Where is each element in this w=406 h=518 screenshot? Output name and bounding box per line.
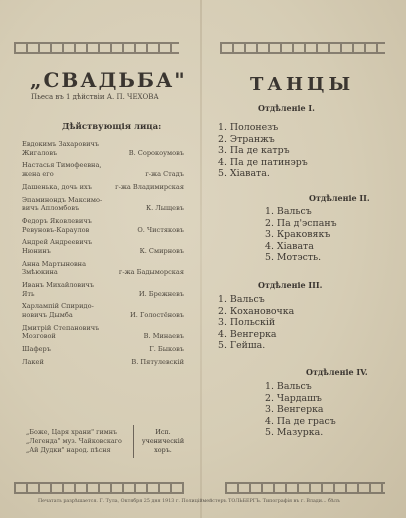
- dance-list-4: [265, 381, 336, 439]
- character-name: Настасья Тимофеевна,: [22, 161, 102, 170]
- actor-name: В. Пятулевскій: [131, 357, 184, 366]
- dance-item: 4. Па де грасъ: [265, 415, 336, 427]
- dance-item: 2. Кохановочка: [218, 305, 295, 317]
- character-name: Дмитрій Степановичъ: [22, 323, 100, 332]
- play-subtitle: Пьеса въ 1 дѣйствіи А. П. ЧЕХОВА: [31, 93, 159, 101]
- character-name-cont: Змѣюкина: [22, 268, 58, 277]
- cast-heading: Дѣйствующія лица:: [62, 122, 162, 132]
- cast-row: [22, 324, 192, 341]
- greek-key-border-top-left: [14, 42, 179, 54]
- dance-list-2: [265, 206, 337, 264]
- cast-row: [22, 183, 192, 192]
- cast-row: [22, 281, 192, 298]
- actor-name: О. Чистяковъ: [137, 225, 184, 234]
- actor-name: г-жа Владимирская: [115, 182, 184, 191]
- dance-item: 3. Польскій: [218, 317, 276, 329]
- actor-name: К. Смирновъ: [139, 246, 184, 255]
- cast-row: [22, 161, 192, 178]
- character-name: Лакей: [22, 357, 44, 366]
- dance-item: 2. Па д'эспанъ: [265, 217, 337, 229]
- dance-list-1: [218, 122, 308, 180]
- divider: [133, 425, 134, 458]
- character-name-cont: Нюнинъ: [22, 246, 51, 255]
- dance-item: 5. Хіавата.: [218, 168, 270, 180]
- hymn-item: „Ай Дудки" народ. пѣсня: [26, 446, 111, 454]
- character-name: Иванъ Михайловичъ: [22, 281, 95, 290]
- character-name: Дашенька, дочь ихъ: [22, 182, 92, 191]
- character-name-cont: вичъ Апломбовъ: [22, 204, 80, 213]
- page-fold: [200, 0, 202, 518]
- dance-item: 1. Вальсъ: [265, 381, 312, 392]
- character-name-cont: Жигаловъ: [22, 148, 58, 157]
- character-name: Эпаминондъ Максимо-: [22, 195, 103, 204]
- actor-name: г-жа Бадыморская: [118, 268, 184, 277]
- dance-item: 3. Венгерка: [265, 404, 324, 416]
- dance-item: 5. Гейша.: [218, 340, 266, 352]
- cast-row: [22, 238, 192, 255]
- cast-row: [22, 345, 192, 354]
- greek-key-border-top-right: [220, 42, 385, 54]
- hymn-list: [26, 428, 138, 455]
- dances-title: ТАНЦЫ: [250, 74, 355, 95]
- cast-row: [22, 196, 192, 213]
- dance-item: 4. Венгерка: [218, 328, 277, 340]
- greek-key-border-bottom-left: [14, 482, 184, 494]
- actor-name: И. Брежневъ: [138, 289, 184, 298]
- dance-item: 4. Па де патинэръ: [218, 156, 308, 168]
- character-name-cont: Мозговой: [22, 332, 56, 341]
- cast-row: [22, 260, 192, 277]
- section-heading-3: Отдѣленіе III.: [258, 280, 323, 290]
- dance-item: 5. Мазурка.: [265, 427, 324, 439]
- greek-key-border-bottom-right: [225, 482, 385, 494]
- character-name: Харлампій Спиридо-: [22, 302, 94, 311]
- section-heading-4: Отдѣленіе IV.: [306, 367, 368, 377]
- actor-name: г-жа Стадъ: [145, 169, 184, 178]
- censor-footer: Печатать разрѣшается. Г. Тула, Октября 25 дня 1913 г. Полиціймейстеръ ТОЛЬБЕРГЪ. Типографія въ г. Влади... бѣлъ: [38, 499, 340, 504]
- section-heading-2: Отдѣленіе II.: [309, 193, 370, 203]
- cast-row: [22, 358, 192, 367]
- dance-item: 1. Полонезъ: [218, 122, 279, 133]
- character-name-cont: Ять: [22, 289, 35, 298]
- dance-item: 2. Этранжъ: [218, 133, 275, 145]
- hymn-item: „Легенда" муз. Чайковскаго: [26, 437, 122, 445]
- hymn-item: „Боже, Царя храни" гимнъ: [26, 428, 118, 436]
- performers-note: Исп. ученическій хоръ.: [141, 428, 185, 454]
- actor-name: К. Лыщевъ: [146, 204, 184, 213]
- dance-list-3: [218, 294, 294, 352]
- character-name-cont: жена его: [22, 169, 54, 178]
- dance-item: 3. Па де катръ: [218, 145, 290, 157]
- dance-item: 3. Краковякъ: [265, 229, 331, 241]
- dance-item: 5. Мотэсть.: [265, 252, 322, 264]
- cast-row: [22, 140, 192, 157]
- section-heading-1: Отдѣленіе I.: [258, 103, 315, 113]
- character-name-cont: новичъ Дымба: [22, 311, 73, 319]
- character-name: Федоръ Яковлевичъ: [22, 216, 92, 225]
- character-name: Шаферъ: [22, 345, 51, 354]
- cast-row: [22, 217, 192, 234]
- actor-name: И. Голостёновъ: [130, 311, 184, 319]
- cast-row: [22, 302, 192, 319]
- character-name: Евдокимъ Захаровичъ: [22, 140, 100, 148]
- dance-item: 1. Вальсъ: [218, 294, 265, 305]
- dance-item: 2. Чардашъ: [265, 392, 322, 404]
- dance-item: 4. Хіавата: [265, 240, 314, 252]
- dance-item: 1. Вальсъ: [265, 206, 312, 217]
- actor-name: В. Минаевъ: [143, 332, 184, 341]
- play-title: „СВАДЬБА": [30, 68, 187, 92]
- character-name: Андрей Андреевичъ: [22, 238, 93, 247]
- actor-name: В. Сорокоумовъ: [128, 148, 184, 157]
- actor-name: Г. Быковъ: [149, 345, 184, 354]
- character-name: Анна Мартыновна: [22, 259, 87, 268]
- cast-list: [22, 140, 192, 371]
- character-name-cont: Ревуновъ-Караулов: [22, 225, 90, 234]
